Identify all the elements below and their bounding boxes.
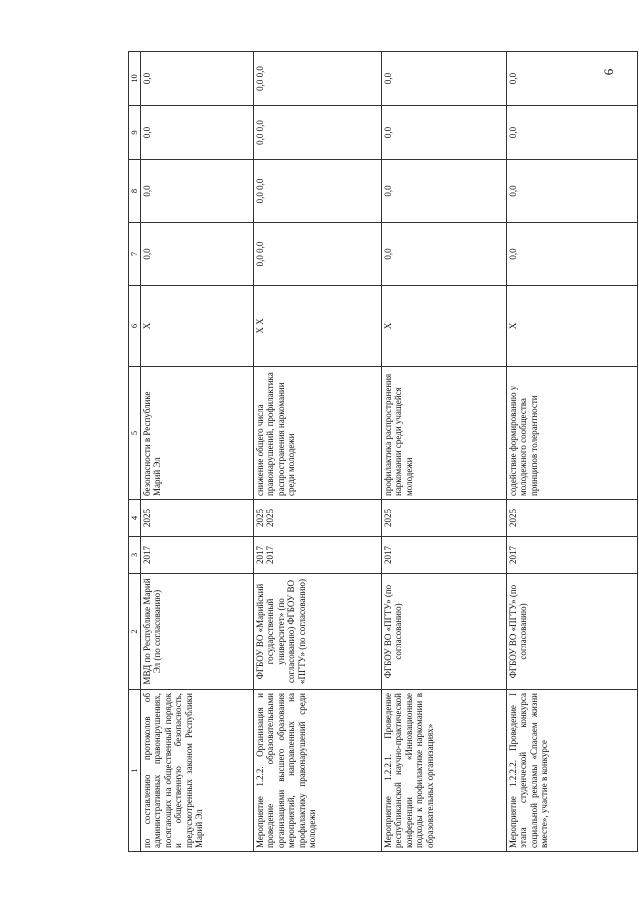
table-row — [254, 52, 382, 852]
measure-name: Мероприятие 1.2.2.1. Проведение республиканской научно-практической конференции «Инновационные подходы к профилактике наркомании в образовательных организациях» — [382, 690, 507, 852]
table-row — [507, 52, 638, 852]
funding-value: 0,0 — [507, 106, 638, 160]
end-year: 2025 2025 — [254, 500, 382, 537]
page-number: 6 — [601, 68, 616, 76]
executor: МВД по Республике Марий Эл (по согласованию) — [141, 574, 254, 690]
funding-value: 0,0 — [141, 106, 254, 160]
funding-value: 0,0 — [507, 52, 638, 106]
funding-value: 0,0 — [141, 223, 254, 286]
funding-value: 0,0 — [507, 223, 638, 286]
col-number: 8 — [129, 160, 141, 223]
indicator-mark: X X — [254, 286, 382, 367]
executor: ФГБОУ ВО «Марийский государственный университет» (по согласованию) ФГБОУ ВО «ПГТУ» (по согласованию) — [254, 574, 382, 690]
col-number: 9 — [129, 106, 141, 160]
indicator-mark: X — [141, 286, 254, 367]
funding-value: 0,0 — [382, 106, 507, 160]
expected-result: безопасности в Республике Марий Эл — [141, 367, 254, 500]
col-number: 4 — [129, 500, 141, 537]
expected-result: профилактика распространения наркомании среди учащейся молодежи — [382, 367, 507, 500]
funding-value: 0,0 0,0 — [254, 160, 382, 223]
funding-value: 0,0 — [141, 52, 254, 106]
funding-value: 0,0 — [382, 52, 507, 106]
expected-result: снижение общего числа правонарушений, профилактика распространения наркомании среди молодежи — [254, 367, 382, 500]
start-year: 2017 2017 — [254, 537, 382, 574]
indicator-mark: X — [507, 286, 638, 367]
end-year: 2025 — [141, 500, 254, 537]
col-number: 10 — [129, 52, 141, 106]
executor: ФГБОУ ВО «ПГТУ» (по согласованию) — [382, 574, 507, 690]
funding-value: 0,0 0,0 — [254, 223, 382, 286]
funding-value: 0,0 0,0 — [254, 106, 382, 160]
col-number: 6 — [129, 286, 141, 367]
end-year: 2025 — [507, 500, 638, 537]
col-number: 2 — [129, 574, 141, 690]
start-year: 2017 — [507, 537, 638, 574]
funding-value: 0,0 — [507, 160, 638, 223]
col-number: 7 — [129, 223, 141, 286]
expected-result: содействие формированию у молодежного сообщества принципов толерантности — [507, 367, 638, 500]
table-row — [382, 52, 507, 852]
col-number: 1 — [129, 690, 141, 852]
funding-value: 0,0 — [141, 160, 254, 223]
table-row — [141, 52, 254, 852]
start-year: 2017 — [141, 537, 254, 574]
indicator-mark: X — [382, 286, 507, 367]
funding-value: 0,0 0,0 — [254, 52, 382, 106]
column-number-row — [129, 52, 141, 852]
measure-name: Мероприятие 1.2.2. Организация и проведение образовательными организациями высшего образования мероприятий, направленных на профилактику правонарушений среди молодежи — [254, 690, 382, 852]
measure-name: Мероприятие 1.2.2.2. Проведение I этапа студенческой конкурса социальной рекламы «Спасаем жизни вместе», участие в конкурсе — [507, 690, 638, 852]
measure-name: по составлению протоколов об административных правонарушениях, посягающих на общественный порядок и общественную безопасность, предусмотренных законом Республики Марий Эл — [141, 690, 254, 852]
end-year: 2025 — [382, 500, 507, 537]
program-measures-table — [128, 51, 638, 852]
funding-value: 0,0 — [382, 160, 507, 223]
start-year: 2017 — [382, 537, 507, 574]
col-number: 5 — [129, 367, 141, 500]
funding-value: 0,0 — [382, 223, 507, 286]
executor: ФГБОУ ВО «ПГТУ» (по согласованию) — [507, 574, 638, 690]
rotated-table-container — [128, 52, 636, 852]
col-number: 3 — [129, 537, 141, 574]
